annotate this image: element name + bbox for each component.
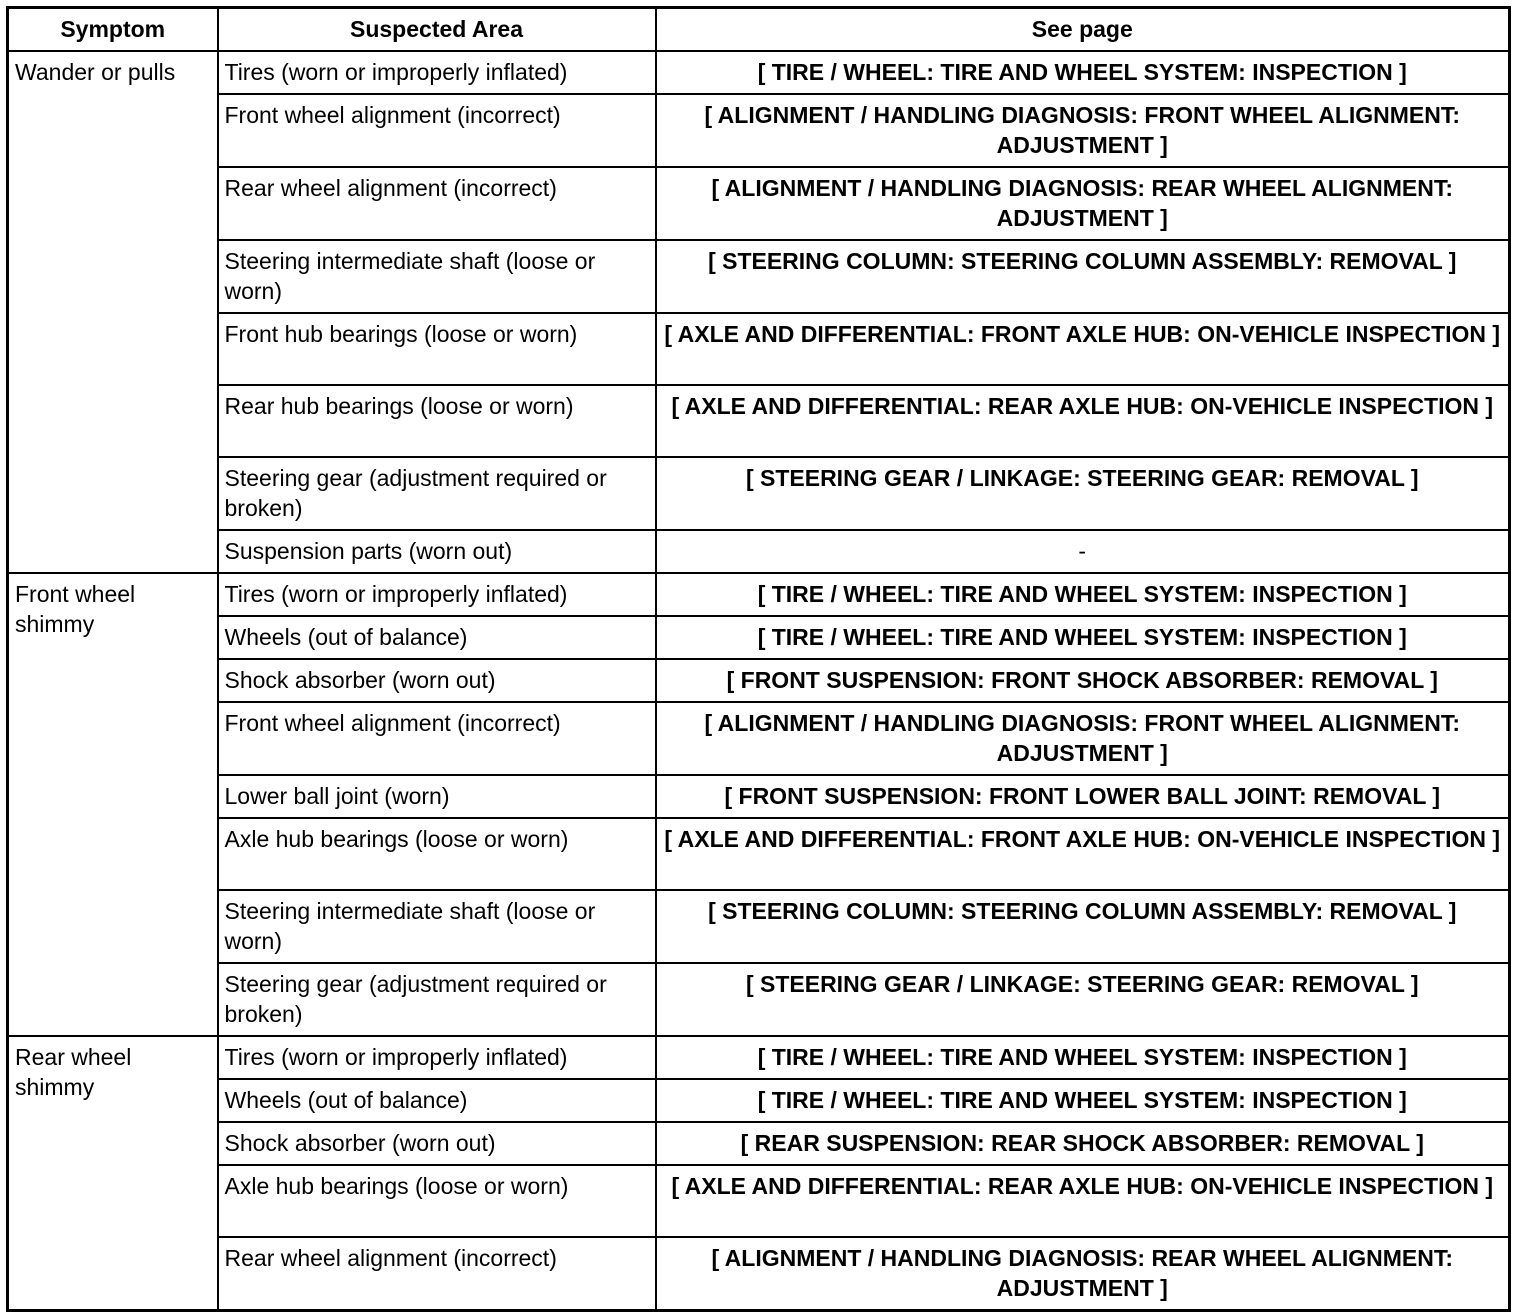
symptom-cell: Rear wheel shimmy — [8, 1036, 218, 1311]
suspected-area-cell: Axle hub bearings (loose or worn) — [218, 818, 656, 890]
table-row — [8, 385, 1510, 457]
suspected-area-cell: Tires (worn or improperly inflated) — [218, 573, 656, 616]
suspected-area-cell: Steering intermediate shaft (loose or worn) — [218, 890, 656, 963]
suspected-area-cell: Axle hub bearings (loose or worn) — [218, 1165, 656, 1237]
header-suspected-area: Suspected Area — [218, 8, 656, 51]
table-row — [8, 530, 1510, 573]
see-page-link[interactable]: [ ALIGNMENT / HANDLING DIAGNOSIS: FRONT WHEEL ALIGNMENT: ADJUSTMENT ] — [656, 702, 1510, 775]
table-row — [8, 702, 1510, 775]
see-page-link[interactable]: [ AXLE AND DIFFERENTIAL: FRONT AXLE HUB: ON-VEHICLE INSPECTION ] — [656, 313, 1510, 385]
suspected-area-cell: Rear hub bearings (loose or worn) — [218, 385, 656, 457]
table-row — [8, 51, 1510, 94]
header-symptom: Symptom — [8, 8, 218, 51]
see-page-link[interactable]: [ TIRE / WHEEL: TIRE AND WHEEL SYSTEM: INSPECTION ] — [656, 1079, 1510, 1122]
see-page-link[interactable]: [ FRONT SUSPENSION: FRONT LOWER BALL JOINT: REMOVAL ] — [656, 775, 1510, 818]
see-page-link[interactable]: [ TIRE / WHEEL: TIRE AND WHEEL SYSTEM: INSPECTION ] — [656, 573, 1510, 616]
suspected-area-cell: Steering gear (adjustment required or broken) — [218, 457, 656, 530]
diagnosis-table — [6, 6, 1511, 1312]
table-row — [8, 818, 1510, 890]
suspected-area-cell: Lower ball joint (worn) — [218, 775, 656, 818]
see-page-link[interactable]: [ STEERING GEAR / LINKAGE: STEERING GEAR: REMOVAL ] — [656, 963, 1510, 1036]
table-row — [8, 775, 1510, 818]
header-row — [8, 8, 1510, 51]
table-row — [8, 1036, 1510, 1079]
see-page-link[interactable]: [ STEERING GEAR / LINKAGE: STEERING GEAR: REMOVAL ] — [656, 457, 1510, 530]
suspected-area-cell: Wheels (out of balance) — [218, 616, 656, 659]
see-page-link[interactable]: [ TIRE / WHEEL: TIRE AND WHEEL SYSTEM: INSPECTION ] — [656, 51, 1510, 94]
table-row — [8, 659, 1510, 702]
suspected-area-cell: Rear wheel alignment (incorrect) — [218, 1237, 656, 1311]
suspected-area-cell: Front hub bearings (loose or worn) — [218, 313, 656, 385]
see-page-link[interactable]: [ ALIGNMENT / HANDLING DIAGNOSIS: REAR WHEEL ALIGNMENT: ADJUSTMENT ] — [656, 1237, 1510, 1311]
suspected-area-cell: Steering intermediate shaft (loose or worn) — [218, 240, 656, 313]
table-row — [8, 1165, 1510, 1237]
table-row — [8, 1122, 1510, 1165]
see-page-link[interactable]: [ REAR SUSPENSION: REAR SHOCK ABSORBER: REMOVAL ] — [656, 1122, 1510, 1165]
table-row — [8, 94, 1510, 167]
see-page-link[interactable]: [ AXLE AND DIFFERENTIAL: REAR AXLE HUB: ON-VEHICLE INSPECTION ] — [656, 385, 1510, 457]
table-row — [8, 1079, 1510, 1122]
suspected-area-cell: Shock absorber (worn out) — [218, 659, 656, 702]
table-row — [8, 890, 1510, 963]
see-page-empty: - — [656, 530, 1510, 573]
suspected-area-cell: Steering gear (adjustment required or broken) — [218, 963, 656, 1036]
see-page-link[interactable]: [ ALIGNMENT / HANDLING DIAGNOSIS: FRONT WHEEL ALIGNMENT: ADJUSTMENT ] — [656, 94, 1510, 167]
suspected-area-cell: Tires (worn or improperly inflated) — [218, 51, 656, 94]
table-row — [8, 240, 1510, 313]
suspected-area-cell: Rear wheel alignment (incorrect) — [218, 167, 656, 240]
see-page-link[interactable]: [ FRONT SUSPENSION: FRONT SHOCK ABSORBER: REMOVAL ] — [656, 659, 1510, 702]
see-page-link[interactable]: [ STEERING COLUMN: STEERING COLUMN ASSEMBLY: REMOVAL ] — [656, 240, 1510, 313]
header-see-page: See page — [656, 8, 1510, 51]
see-page-link[interactable]: [ TIRE / WHEEL: TIRE AND WHEEL SYSTEM: INSPECTION ] — [656, 616, 1510, 659]
table-row — [8, 963, 1510, 1036]
see-page-link[interactable]: [ TIRE / WHEEL: TIRE AND WHEEL SYSTEM: INSPECTION ] — [656, 1036, 1510, 1079]
table-row — [8, 1237, 1510, 1311]
see-page-link[interactable]: [ STEERING COLUMN: STEERING COLUMN ASSEMBLY: REMOVAL ] — [656, 890, 1510, 963]
table-row — [8, 167, 1510, 240]
see-page-link[interactable]: [ AXLE AND DIFFERENTIAL: REAR AXLE HUB: ON-VEHICLE INSPECTION ] — [656, 1165, 1510, 1237]
suspected-area-cell: Wheels (out of balance) — [218, 1079, 656, 1122]
table-row — [8, 313, 1510, 385]
see-page-link[interactable]: [ ALIGNMENT / HANDLING DIAGNOSIS: REAR WHEEL ALIGNMENT: ADJUSTMENT ] — [656, 167, 1510, 240]
suspected-area-cell: Tires (worn or improperly inflated) — [218, 1036, 656, 1079]
table-row — [8, 457, 1510, 530]
see-page-link[interactable]: [ AXLE AND DIFFERENTIAL: FRONT AXLE HUB: ON-VEHICLE INSPECTION ] — [656, 818, 1510, 890]
suspected-area-cell: Front wheel alignment (incorrect) — [218, 94, 656, 167]
table-row — [8, 573, 1510, 616]
suspected-area-cell: Front wheel alignment (incorrect) — [218, 702, 656, 775]
suspected-area-cell: Suspension parts (worn out) — [218, 530, 656, 573]
symptom-cell: Front wheel shimmy — [8, 573, 218, 1036]
symptom-cell: Wander or pulls — [8, 51, 218, 573]
table-row — [8, 616, 1510, 659]
suspected-area-cell: Shock absorber (worn out) — [218, 1122, 656, 1165]
